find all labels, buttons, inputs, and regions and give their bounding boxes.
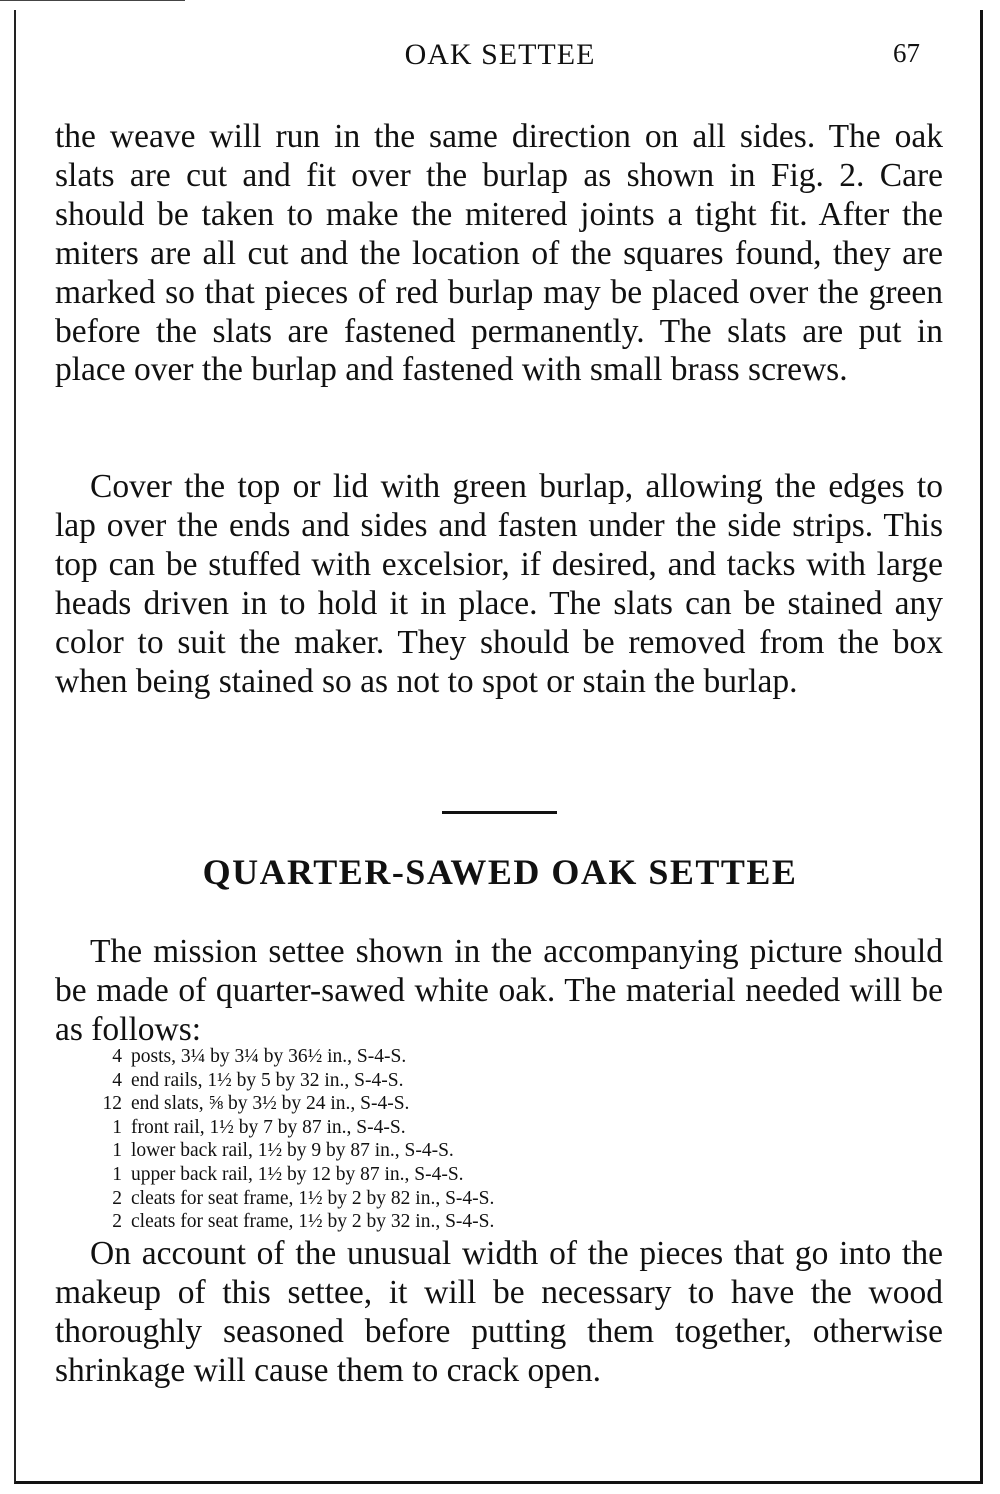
material-row [100, 1092, 494, 1116]
material-row [100, 1210, 494, 1234]
paragraph-1-block [55, 118, 943, 390]
section-title: QUARTER-SAWED OAK SETTEE [202, 852, 798, 892]
paragraph-3-block [55, 933, 943, 1050]
paragraph-4: On account of the unusual width of the pieces that go into the makeup of this settee, it will be necessary to have the wood thoroughly seasoned before putting them together, otherwise shrinkage will cause them to crack open. [55, 1235, 943, 1389]
material-qty: 2 [112, 1187, 122, 1209]
paragraph-4-block [55, 1235, 943, 1391]
material-qty: 12 [102, 1093, 122, 1115]
section-divider [442, 811, 557, 814]
material-row [100, 1045, 494, 1069]
material-qty: 4 [112, 1046, 122, 1067]
material-qty: 4 [112, 1069, 122, 1091]
material-desc: cleats for seat frame, 1½ by 2 by 32 in., S-4-S. [131, 1211, 495, 1233]
material-row [100, 1187, 494, 1211]
paragraph-2-block [55, 468, 943, 701]
material-row [100, 1139, 494, 1163]
page-number: 67 [893, 38, 920, 68]
material-desc: end rails, 1½ by 5 by 32 in., S-4-S. [131, 1069, 404, 1091]
material-desc: posts, 3¼ by 3¼ by 36½ in., S-4-S. [131, 1046, 407, 1067]
material-qty: 2 [112, 1211, 122, 1233]
material-qty: 1 [112, 1116, 122, 1138]
material-desc: end slats, ⅝ by 3½ by 24 in., S-4-S. [131, 1093, 410, 1115]
material-row [100, 1116, 494, 1140]
material-desc: cleats for seat frame, 1½ by 2 by 82 in., S-4-S. [131, 1187, 495, 1209]
material-qty: 1 [112, 1140, 122, 1162]
paragraph-2: Cover the top or lid with green burlap, allowing the edges to lap over the ends and sides and fasten under the side strips. This top can be stuffed with excelsior, if desired, and tacks with large heads driven in to hold it in place. The slats can be stained any color to suit the maker. They should be removed from the box when being stained so as not to spot or stain the burlap. [55, 468, 943, 700]
paragraph-3: The mission settee shown in the accompanying picture should be made of quarter-sawed white oak. The material needed will be as follows: [55, 933, 943, 1048]
material-desc: lower back rail, 1½ by 9 by 87 in., S-4-S. [131, 1140, 454, 1162]
paragraph-1: the weave will run in the same direction on all sides. The oak slats are cut and fit over the burlap as shown in Fig. 2. Care should be taken to make the mitered joints a tight fit. After the miters are all cut and the location of the squares found, they are marked so that pieces of red burlap may be placed over the green before the slats are fastened permanently. The slats are put in place over the burlap and fastened with small brass screws. [55, 118, 943, 389]
material-row [100, 1069, 494, 1093]
bill-of-materials [100, 1045, 494, 1234]
material-qty: 1 [112, 1163, 122, 1185]
material-row [100, 1163, 494, 1187]
material-desc: front rail, 1½ by 7 by 87 in., S-4-S. [131, 1116, 406, 1138]
running-title: OAK SETTEE [404, 38, 596, 71]
top-edge-line [0, 0, 185, 1]
material-desc: upper back rail, 1½ by 12 by 87 in., S-4-S. [131, 1163, 464, 1185]
